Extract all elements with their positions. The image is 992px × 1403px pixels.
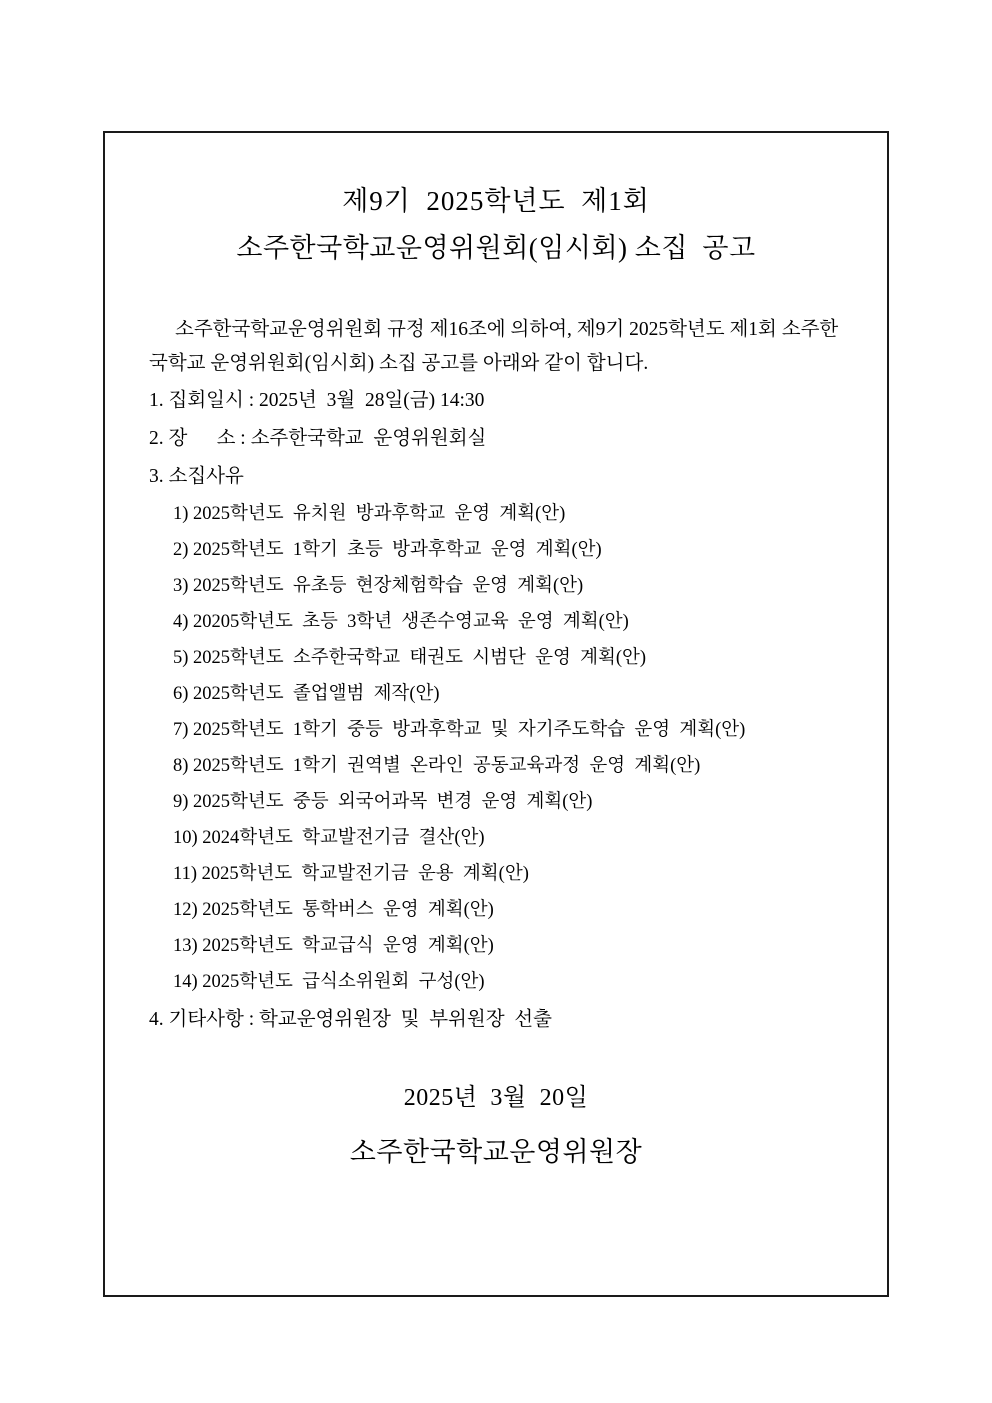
list-item: 10) 2024학년도 학교발전기금 결산(안) (173, 828, 485, 849)
notice-item-list (149, 382, 843, 1039)
title-line-2: 소주한국학교운영위원회(임시회) 소집 공고 (236, 232, 756, 263)
notice-signer: 소주한국학교운영위원장 (349, 1136, 643, 1167)
signature-block (149, 1077, 843, 1169)
notice-date: 2025년 3월 20일 (403, 1084, 589, 1111)
list-item: 9) 2025학년도 중등 외국어과목 변경 운영 계획(안) (173, 792, 593, 813)
list-item: 11) 2025학년도 학교발전기금 운용 계획(안) (173, 864, 529, 885)
list-item: 6) 2025학년도 졸업앨범 제작(안) (173, 683, 440, 704)
list-item: 2) 2025학년도 1학기 초등 방과후학교 운영 계획(안) (173, 539, 602, 560)
list-item: 2. 장 소 : 소주한국학교 운영위원회실 (149, 427, 487, 449)
list-item: 13) 2025학년도 학교급식 운영 계획(안) (173, 936, 494, 957)
list-item: 3. 소집사유 (149, 465, 244, 487)
notice-content (105, 133, 887, 1169)
list-item: 7) 2025학년도 1학기 중등 방과후학교 및 자기주도학습 운영 계획(안) (173, 720, 746, 741)
list-item: 14) 2025학년도 급식소위원회 구성(안) (173, 972, 485, 993)
title-line-1: 제9기 2025학년도 제1회 (342, 186, 650, 216)
list-item: 4) 20205학년도 초등 3학년 생존수영교육 운영 계획(안) (173, 611, 629, 632)
intro-paragraph (149, 313, 843, 381)
intro-text: 소주한국학교운영위원회 규정 제16조에 의하여, 제9기 2025학년도 제1회 소주한국학교 운영위원회(임시회) 소집 공고를 아래와 같이 합니다. (149, 319, 839, 375)
notice-page (103, 131, 889, 1297)
notice-title (149, 181, 843, 269)
list-item: 1. 집회일시 : 2025년 3월 28일(금) 14:30 (149, 389, 485, 411)
list-item: 5) 2025학년도 소주한국학교 태권도 시범단 운영 계획(안) (173, 647, 647, 668)
list-item: 4. 기타사항 : 학교운영위원장 및 부위원장 선출 (149, 1008, 552, 1030)
list-item: 12) 2025학년도 통학버스 운영 계획(안) (173, 900, 494, 921)
list-item: 1) 2025학년도 유치원 방과후학교 운영 계획(안) (173, 503, 566, 524)
list-item: 8) 2025학년도 1학기 권역별 온라인 공동교육과정 운영 계획(안) (173, 756, 701, 777)
list-item: 3) 2025학년도 유초등 현장체험학습 운영 계획(안) (173, 575, 584, 596)
